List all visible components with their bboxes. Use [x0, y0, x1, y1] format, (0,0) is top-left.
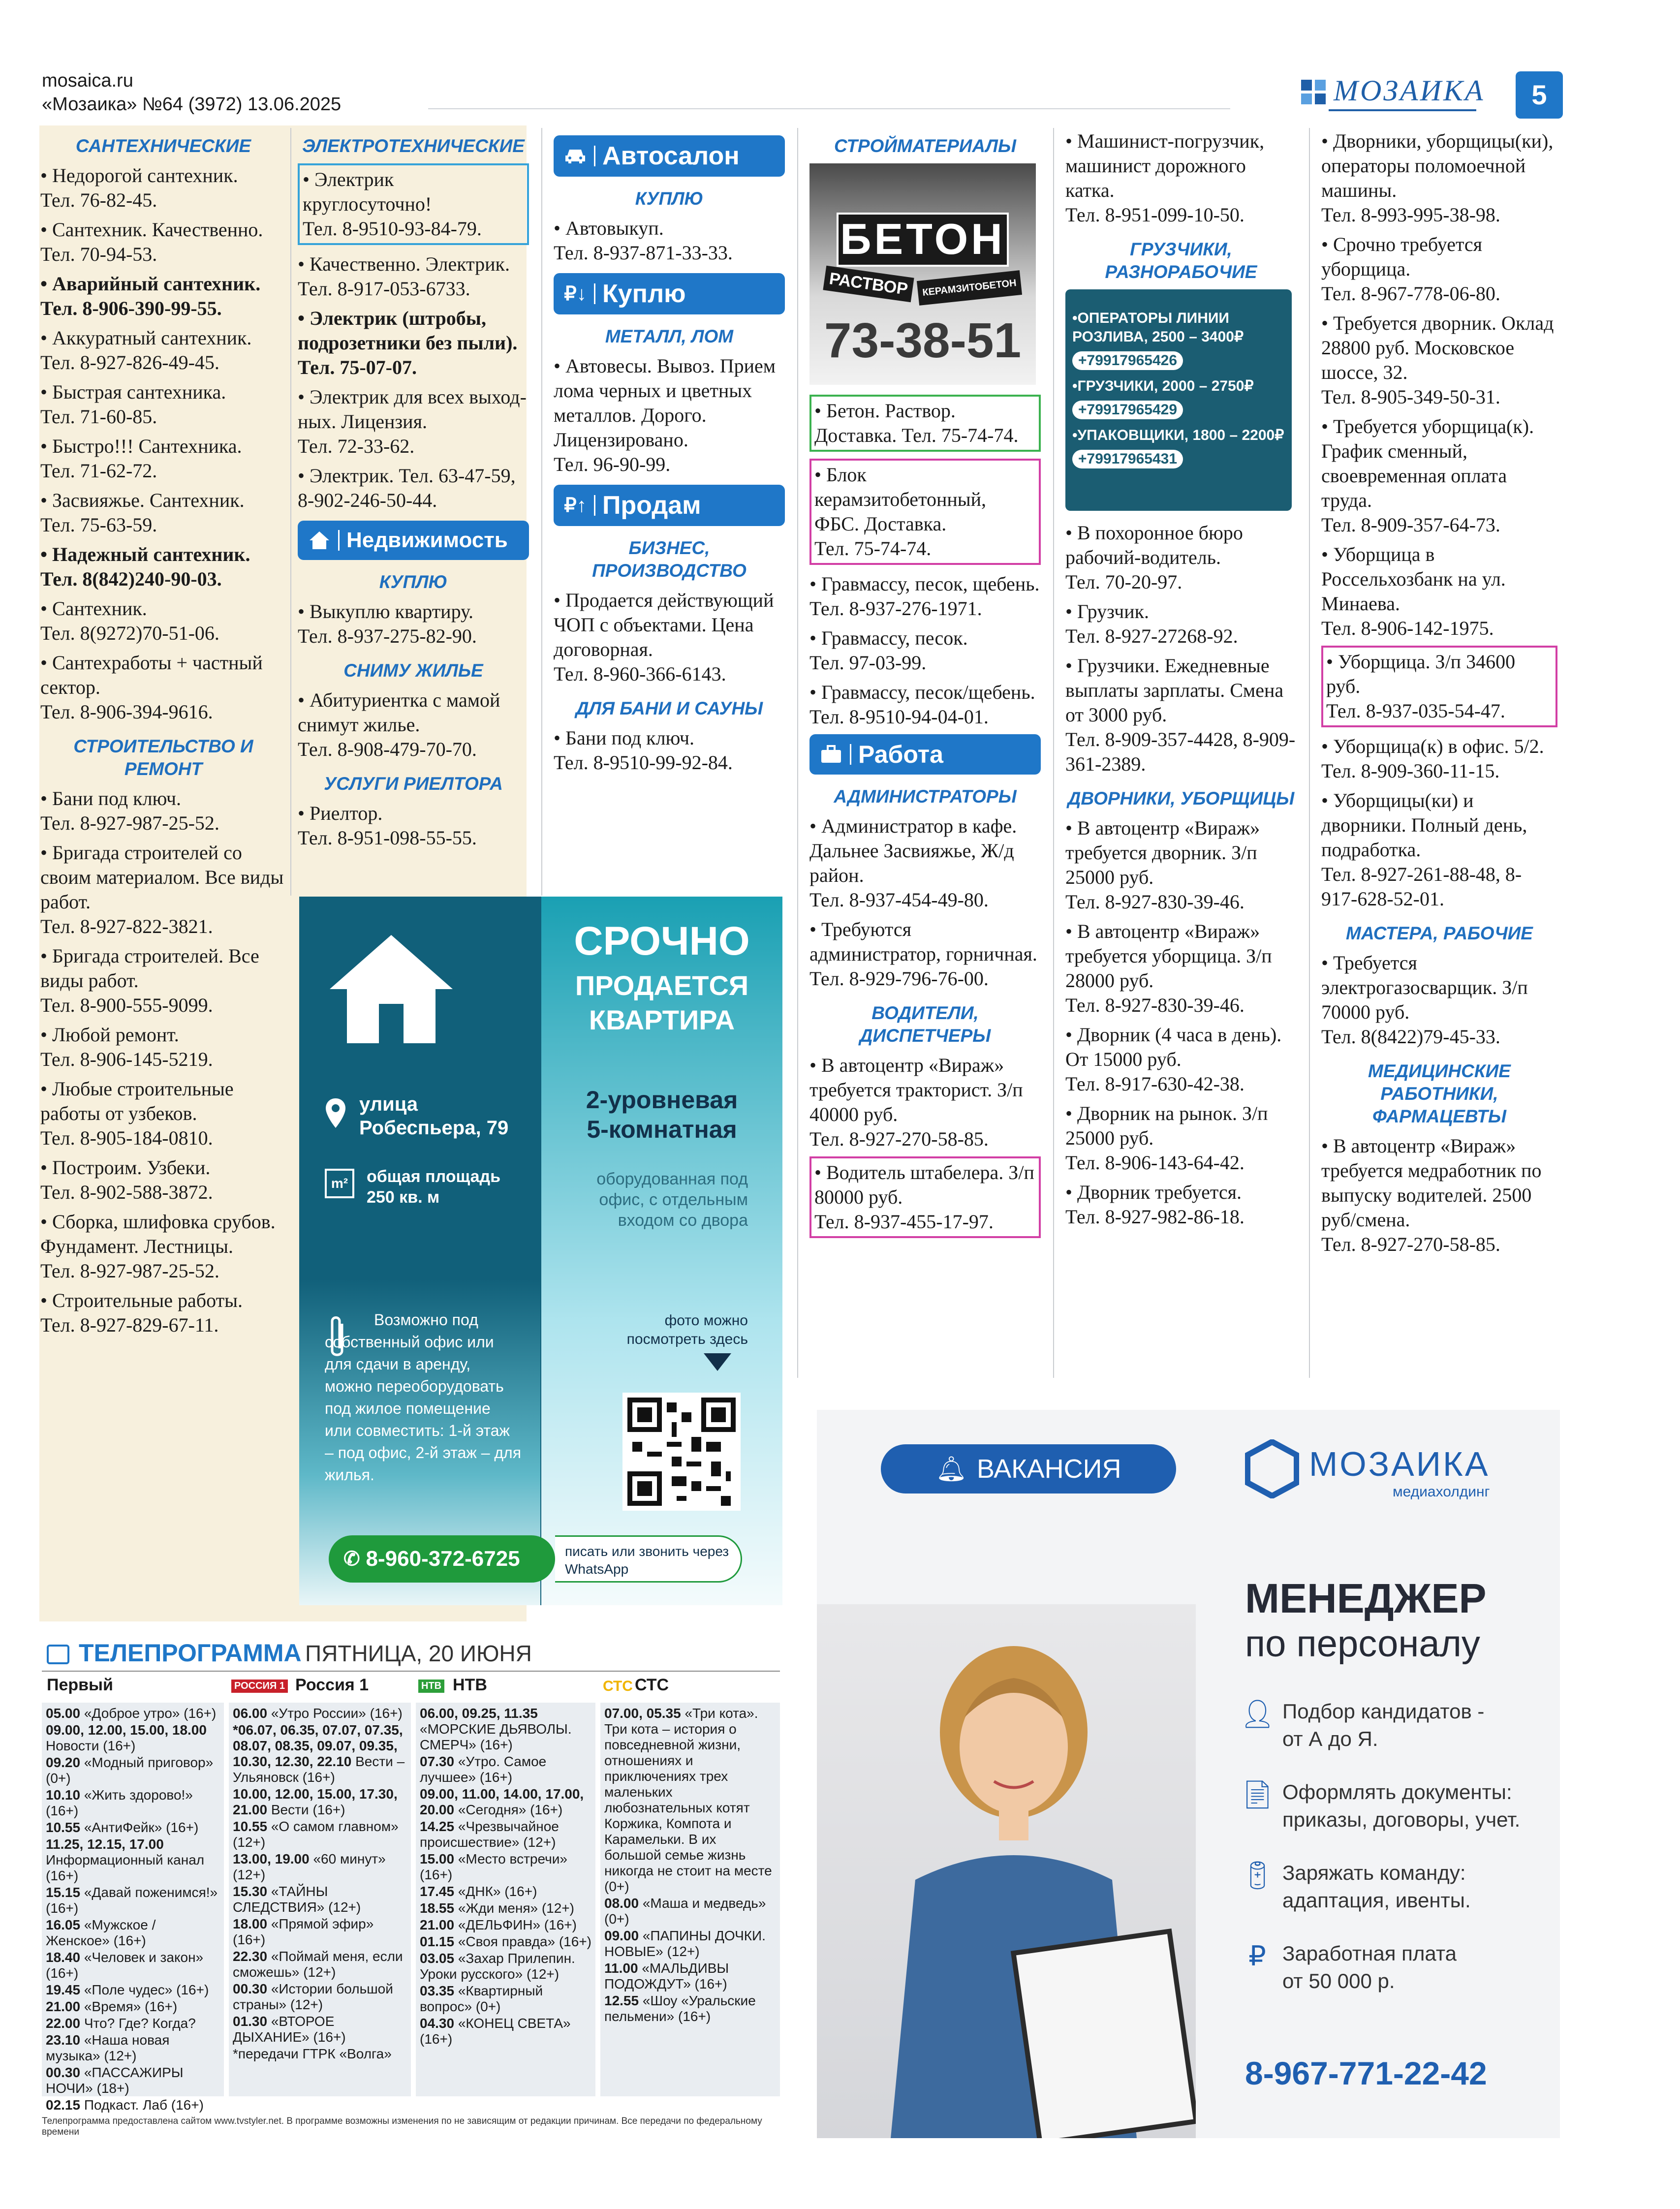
- realty-title-line3: КВАРТИРА: [589, 1004, 735, 1035]
- section-heading: БИЗНЕС, ПРОИЗВОДСТВО: [592, 538, 747, 581]
- tv-listing: 09.00, 12.00, 15.00, 18.00 Новости (16+): [46, 1722, 207, 1753]
- tv-listing: 11.25, 12.15, 17.00 Информационный канал (16+): [46, 1836, 205, 1883]
- battery-icon: 🔋︎: [1240, 1860, 1276, 1891]
- classified-ad: • Требуется электрогазосварщик. З/п 70000 руб. Тел. 8(8422)79-45-33.: [1321, 952, 1528, 1048]
- classified-ad: • Дворник (4 часа в день). От 15000 руб. Тел. 8-917-630-42-38.: [1065, 1024, 1282, 1095]
- section-heading: КУПЛЮ: [379, 572, 448, 592]
- tv-date: ПЯТНИЦА, 20 ИЮНЯ: [305, 1641, 532, 1666]
- classified-ad: • В автоцентр «Вираж» требуется тракторист. З/п 40000 руб. Тел. 8-927-270-58-85.: [809, 1054, 1023, 1150]
- job-offer-phone[interactable]: +79917965431: [1072, 450, 1183, 468]
- tv-listing: 06.00 «Утро России» (16+): [233, 1706, 403, 1721]
- classified-ad: • Дворник на рынок. З/п 25000 руб. Тел. 8-906-143-64-42.: [1065, 1102, 1268, 1174]
- channel-russia1: Россия 1: [295, 1676, 369, 1694]
- section-heading: СНИМУ ЖИЛЬЕ: [343, 660, 483, 681]
- classified-ad: • Сантехник. Качественно. Тел. 70-94-53.: [40, 218, 263, 265]
- classified-ad: • Автовесы. Вывоз. Прием лома черных и цветных металлов. Дорого. Лицензировано. Тел. 96-90-99.: [554, 355, 776, 475]
- bell-icon: 🔔︎: [935, 1455, 967, 1483]
- section-heading: ЭЛЕКТРОТЕХНИЧЕСКИЕ: [302, 136, 525, 156]
- classified-ad: • Требуется дворник. Оклад 28800 руб. Московское шоссе, 32. Тел. 8-905-349-50-31.: [1321, 312, 1554, 408]
- classified-ad: • Грузчик. Тел. 8-927-27268-92.: [1065, 600, 1238, 647]
- qr-code[interactable]: [622, 1393, 741, 1511]
- tv-listing: 18.40 «Человек и закон» (16+): [46, 1950, 204, 1981]
- tv-listing: 16.05 «Мужское / Женское» (16+): [46, 1917, 156, 1948]
- car-icon: [563, 146, 587, 166]
- tv-listing: 17.45 «ДНК» (16+): [420, 1884, 537, 1899]
- classified-ad: • Быстрая сантехника. Тел. 71-60-85.: [40, 381, 226, 428]
- section-heading: ДВОРНИКИ, УБОРЩИЦЫ: [1067, 788, 1295, 809]
- vacancy-subtitle: по персоналу: [1245, 1623, 1480, 1665]
- ruble-down-icon: ₽↓: [564, 283, 587, 305]
- classified-ad: • Бригада строителей со своим материалом. Все виды работ. Тел. 8-927-822-3821.: [40, 841, 284, 937]
- classified-ad: • Построим. Узбеки. Тел. 8-902-588-3872.: [40, 1156, 213, 1203]
- vacancy-point: 👤︎ Подбор кандидатов - от А до Я.: [1240, 1698, 1485, 1750]
- tv-listing: 03.35 «Квартирный вопрос» (0+): [420, 1983, 543, 2014]
- category-bar-buy: ₽↓ Куплю: [554, 273, 785, 314]
- tv-footer: Телепрограмма предоставлена сайтом www.tvstyler.net. В программе возможны изменения по не зависящим от редакции причинам. Все передачи по федеральному времени: [42, 2116, 762, 2137]
- classified-ad: • Надежный сантехник. Тел. 8(842)240-90-03.: [40, 543, 250, 590]
- tv-listing: 18.55 «Жди меня» (12+): [420, 1900, 574, 1916]
- classified-ad: • Строительные работы. Тел. 8-927-829-67-11.: [40, 1289, 243, 1336]
- tv-listing: 10.55 «О самом главном» (12+): [233, 1819, 399, 1850]
- whatsapp-icon: ✆: [343, 1548, 360, 1570]
- classified-ad: • Бани под ключ. Тел. 8-927-987-25-52.: [40, 787, 219, 834]
- classified-ad: • Срочно требуется уборщица. Тел. 8-967-778-06-80.: [1321, 233, 1500, 305]
- classified-ad: • Любой ремонт. Тел. 8-906-145-5219.: [40, 1024, 213, 1070]
- beton-sub: РАСТВОР: [823, 266, 914, 303]
- site-url: mosaica.ru: [42, 70, 133, 91]
- job-offer-phone[interactable]: +79917965426: [1072, 351, 1183, 370]
- job-offer-line: •ГРУЗЧИКИ, 2000 – 2750₽: [1072, 378, 1254, 394]
- realty-title-line2: ПРОДАЕТСЯ: [575, 970, 749, 1001]
- section-heading: АДМИНИСТРАТОРЫ: [834, 786, 1017, 807]
- tv-listing: 00.30 «ПАССАЖИРЫ НОЧИ» (18+): [46, 2065, 184, 2096]
- classified-ad: • Бани под ключ. Тел. 8-9510-99-92-84.: [554, 727, 733, 774]
- classified-ad: • Сантехработы + частный сектор. Тел. 8-906-394-9616.: [40, 652, 263, 723]
- job-offer-line: •УПАКОВЩИКИ, 1800 – 2200₽: [1072, 427, 1284, 443]
- header-rule: [428, 108, 1230, 109]
- classified-ad: • Абитуриентка с мамой снимут жилье. Тел. 8-908-479-70-70.: [298, 689, 500, 760]
- section-heading: МЕДИЦИНСКИЕ РАБОТНИКИ, ФАРМАЦЕВТЫ: [1368, 1061, 1511, 1126]
- tv-listing: 11.00 «МАЛЬДИВЫ ПОДОЖДУТ» (16+): [604, 1960, 729, 1991]
- tv-listing: 04.30 «КОНЕЦ СВЕТА» (16+): [420, 2016, 571, 2047]
- mozaika-hexagon-icon: [1245, 1439, 1299, 1501]
- company-name: МОЗАИКА: [1309, 1445, 1490, 1483]
- classified-ad: • Требуется уборщица(к). График сменный, своевременная оплата труда. Тел. 8-909-357-64-73.: [1321, 415, 1534, 536]
- column-electric-realty: [298, 129, 529, 855]
- section-heading: ВОДИТЕЛИ, ДИСПЕТЧЕРЫ: [859, 1003, 991, 1046]
- tv-listing: 15.15 «Давай поженимся!» (16+): [46, 1885, 218, 1916]
- column-divider: [797, 128, 798, 1378]
- classified-ad: • Засвияжье. Сантехник. Тел. 75-63-59.: [40, 489, 245, 536]
- tv-listing: 15.00 «Место встречи» (16+): [420, 1851, 567, 1882]
- tv-icon: [47, 1645, 69, 1664]
- vacancy-title: МЕНЕДЖЕР: [1245, 1575, 1487, 1621]
- tv-listing: 13.00, 19.00 «60 минут» (12+): [233, 1851, 386, 1882]
- tv-listing: 08.00 «Маша и медведь» (0+): [604, 1896, 766, 1927]
- realty-rooms: 5-комнатная: [587, 1116, 737, 1143]
- classified-ad: • В похоронное бюро рабочий-водитель. Тел. 70-20-97.: [1065, 522, 1243, 593]
- channel-sts: СТС: [635, 1676, 669, 1694]
- tv-listing: 09.20 «Модный приговор» (0+): [46, 1755, 214, 1786]
- vacancy-point: 📄︎ Оформлять документы: приказы, договоры, учет.: [1240, 1779, 1521, 1831]
- classified-ad: • Требуются администратор, горничная. Тел. 8-929-796-76-00.: [809, 918, 1037, 990]
- tv-listing: 06.00, 09.25, 11.35 «МОРСКИЕ ДЬЯВОЛЫ. СМЕРЧ» (16+): [420, 1706, 572, 1752]
- ruble-up-icon: ₽↑: [564, 495, 587, 516]
- classified-ad: • Недорогой сантехник. Тел. 76-82-45.: [40, 164, 238, 211]
- classified-ad: • Дворник требуется. Тел. 8-927-982-86-18.: [1065, 1181, 1244, 1228]
- tv-listing: 05.00 «Доброе утро» (16+): [46, 1706, 217, 1721]
- realty-details-text: Возможно под собственный офис или для сдачи в аренду, можно переоборудовать под жилое помещение или совместить: 1-й этаж – под офис, 2-й этаж – для жилья.: [325, 1311, 522, 1484]
- tv-listing: 10.10 «Жить здорово!» (16+): [46, 1787, 193, 1818]
- highlighted-ad: • Бетон. Раствор. Доставка. Тел. 75-74-74.: [809, 395, 1041, 452]
- arrow-down-icon: [704, 1353, 731, 1371]
- realty-area-value: 250 кв. м: [367, 1188, 440, 1207]
- realty-title: СРОЧНО: [574, 919, 750, 964]
- tv-listing: 15.30 «ТАЙНЫ СЛЕДСТВИЯ» (12+): [233, 1884, 361, 1915]
- vacancy-badge: 🔔︎ ВАКАНСИЯ: [881, 1444, 1176, 1493]
- classified-ad: • Гравмассу, песок. Тел. 97-03-99.: [809, 627, 968, 674]
- category-bar-autosalon: Автосалон: [554, 135, 785, 177]
- house-icon: [308, 530, 331, 550]
- whatsapp-note: писать или звонить через WhatsApp: [555, 1535, 742, 1583]
- category-bar-work: Работа: [809, 734, 1041, 775]
- classified-ad: • Электрик. Тел. 63-47-59, 8-902-246-50-44.: [298, 465, 516, 511]
- logo-mark-icon: [1299, 78, 1329, 107]
- category-bar-realty: Недвижимость: [298, 521, 529, 560]
- tv-listing: 07.00, 05.35 «Три кота». Три кота – история о повседневной жизни, отношениях и приключениях трех маленьких любознательных котят Коржика, Компота и Карамельки. В их большой семье жизнь никогда не стоит на месте (0+): [604, 1706, 772, 1894]
- column-divider: [541, 128, 542, 896]
- channel-logo-ntv: НТВ: [418, 1680, 444, 1693]
- classified-ad: • В автоцентр «Вираж» требуется медработник по выпуску водителей. 2500 руб/смена. Тел. 8-927-270-58-85.: [1321, 1135, 1542, 1255]
- job-offer-line: •ОПЕРАТОРЫ ЛИНИИ РОЗЛИВА, 2500 – 3400₽: [1072, 310, 1244, 345]
- classified-ad: • Гравмассу, песок/щебень. Тел. 8-9510-94-04-01.: [809, 681, 1035, 728]
- column-cleaners-masters-medical: [1321, 129, 1557, 1262]
- channel-ntv: НТВ: [453, 1676, 487, 1694]
- job-offer-phone[interactable]: +79917965429: [1072, 401, 1183, 419]
- section-heading: СТРОЙМАТЕРИАЛЫ: [834, 136, 1016, 156]
- classified-ad: • Грузчики. Ежедневные выплаты зарплаты. Смена от 3000 руб. Тел. 8-909-357-4428, 8-909-361-2389.: [1065, 654, 1296, 775]
- highlighted-ad: • Водитель штабелера. З/п 80000 руб. Тел. 8-937-455-17-97.: [809, 1156, 1041, 1238]
- tv-listing: *передачи ГТРК «Волга»: [233, 2046, 392, 2061]
- beton-logo: БЕТОН: [837, 213, 1009, 267]
- tv-listing: 10.55 «АнтиФейк» (16+): [46, 1820, 199, 1835]
- person-icon: 👤︎: [1240, 1698, 1276, 1729]
- vacancy-point: ₽ Заработная плата от 50 000 р.: [1240, 1940, 1555, 1995]
- section-heading: ДЛЯ БАНИ И САУНЫ: [575, 698, 763, 718]
- channel-logo-russia: РОССИЯ 1: [231, 1680, 288, 1693]
- column-plumbing-construction: [40, 129, 286, 1342]
- money-hand-icon: ₽: [1248, 1940, 1266, 1971]
- channel-perviy: Первый: [47, 1676, 113, 1694]
- tv-listing: 01.30 «ВТОРОЕ ДЫХАНИЕ» (16+): [233, 2014, 346, 2045]
- classified-ad: • Дворники, уборщицы(ки), операторы поломоечной машины. Тел. 8-993-995-38-98.: [1321, 130, 1554, 226]
- beton-phone: 73-38-51: [824, 313, 1022, 368]
- realty-area-label: общая площадь: [367, 1167, 501, 1186]
- highlighted-ad: • Блок керамзитобетонный, ФБС. Доставка. Тел. 75-74-74.: [809, 459, 1041, 565]
- beton-sub2: КЕРАМЗИТОБЕТОН: [917, 270, 1022, 306]
- highlighted-ad: • Уборщица. З/п 34600 руб. Тел. 8-937-035-54-47.: [1321, 646, 1557, 727]
- classified-ad: • Бригада строителей. Все виды работ. Тел. 8-900-555-9099.: [40, 945, 259, 1016]
- tv-listing: 21.00 «Время» (16+): [46, 1999, 178, 2014]
- tv-schedule-sts: [600, 1703, 780, 2096]
- column-divider: [290, 128, 291, 896]
- tv-schedule-russia1: [229, 1703, 411, 2096]
- classified-ad: • Аварийный сантехник. Тел. 8-906-390-99-55.: [40, 273, 261, 319]
- tv-listing: 21.00 «ДЕЛЬФИН» (16+): [420, 1917, 577, 1932]
- company-subtitle: медиахолдинг: [1393, 1484, 1490, 1500]
- page-number: 5: [1516, 71, 1563, 119]
- classified-ad: • Машинист-погрузчик, машинист дорожного катка. Тел. 8-951-099-10-50.: [1065, 130, 1265, 226]
- classified-ad: • Электрик для всех выход-ных. Лицензия. Тел. 72-33-62.: [298, 386, 527, 457]
- person-photo: [817, 1604, 1196, 2138]
- channel-logo-sts: СТС: [603, 1678, 633, 1694]
- beton-ad: [809, 163, 1036, 385]
- logo-underline: [1329, 109, 1476, 111]
- classified-ad: • Сборка, шлифовка срубов. Фундамент. Лестницы. Тел. 8-927-987-25-52.: [40, 1211, 276, 1282]
- tv-listing: 14.25 «Чрезвычайное происшествие» (12+): [420, 1819, 559, 1850]
- column-auto: [554, 135, 785, 780]
- classified-ad: • В автоцентр «Вираж» требуется дворник. З/п 25000 руб. Тел. 8-927-830-39-46.: [1065, 817, 1260, 913]
- section-heading: МАСТЕРА, РАБОЧИЕ: [1346, 923, 1533, 943]
- tv-listing: 09.00 «ПАПИНЫ ДОЧКИ. НОВЫЕ» (12+): [604, 1928, 766, 1959]
- classified-ad: • Гравмассу, песок, щебень. Тел. 8-937-276-1971.: [809, 573, 1040, 620]
- tv-listing: 23.10 «Наша новая музыка» (12+): [46, 2032, 170, 2063]
- section-heading: УСЛУГИ РИЕЛТОРА: [324, 774, 503, 794]
- column-materials-work: [809, 129, 1041, 1245]
- document-icon: 📄︎: [1240, 1779, 1276, 1810]
- realty-description: оборудованная под офис, с отдельным входом со двора: [596, 1170, 748, 1230]
- area-icon: m²: [325, 1169, 354, 1198]
- tv-listing: 09.00, 11.00, 14.00, 17.00, 20.00 «Сегодня» (16+): [420, 1786, 584, 1817]
- tv-schedule-ntv: [416, 1703, 595, 2096]
- tv-listing: 03.05 «Захар Прилепин. Уроки русского» (12+): [420, 1951, 575, 1982]
- column-divider: [1309, 128, 1310, 1378]
- classified-ad: • Уборщица(к) в офис. 5/2. Тел. 8-909-360-11-15.: [1321, 735, 1544, 782]
- realty-photo-note: фото можно посмотреть здесь: [626, 1312, 748, 1347]
- classified-ad: • Уборщица в Россельхозбанк на ул. Минаева. Тел. 8-906-142-1975.: [1321, 543, 1506, 639]
- tv-listing: 19.45 «Поле чудес» (16+): [46, 1982, 209, 1997]
- tv-title: ТЕЛЕПРОГРАММА: [79, 1639, 302, 1667]
- highlighted-ad: • Электрик круглосуточно! Тел. 8-9510-93-84-79.: [298, 163, 529, 245]
- vacancy-points: [1240, 1698, 1555, 2021]
- tv-listing: *06.07, 06.35, 07.07, 07.35, 08.07, 08.35, 09.07, 09.35, 10.30, 12.30, 22.10 Вести – Ульяновск (16+): [233, 1722, 405, 1785]
- column-divider: [1053, 128, 1054, 1378]
- loaders-ad: [1065, 289, 1292, 511]
- realty-type: 2-уровневая: [586, 1086, 738, 1114]
- classified-ad: • Уборщицы(ки) и дворники. Полный день, подработка. Тел. 8-927-261-88-48, 8-917-628-52-01.: [1321, 789, 1527, 910]
- house-icon: [325, 930, 458, 1051]
- section-heading: САНТЕХНИЧЕСКИЕ: [75, 136, 251, 156]
- classified-ad: • Автовыкуп. Тел. 8-937-871-33-33.: [554, 217, 733, 264]
- section-heading: СТРОИТЕЛЬСТВО И РЕМОНТ: [73, 736, 253, 779]
- tv-rule: [42, 1671, 780, 1672]
- location-pin-icon: [325, 1097, 346, 1131]
- classified-ad: • Выкуплю квартиру. Тел. 8-937-275-82-90.: [298, 600, 477, 647]
- classified-ad: • Аккуратный сантехник. Тел. 8-927-826-49-45.: [40, 327, 252, 373]
- realty-street: улица: [359, 1093, 418, 1115]
- tv-listing: 22.30 «Поймай меня, если сможешь» (12+): [233, 1949, 403, 1980]
- issue-info: «Мозаика» №64 (3972) 13.06.2025: [42, 94, 342, 115]
- briefcase-icon: [819, 745, 843, 764]
- classified-ad: • В автоцентр «Вираж» требуется уборщица. З/п 28000 руб. Тел. 8-927-830-39-46.: [1065, 920, 1272, 1016]
- classified-ad: • Быстро!!! Сантехника. Тел. 71-62-72.: [40, 435, 242, 482]
- tv-listing: 02.15 Подкаст. Лаб (16+): [46, 2097, 204, 2113]
- section-heading: КУПЛЮ: [635, 188, 704, 209]
- newspaper-logo: МОЗАИКА: [1334, 74, 1485, 107]
- classified-ad: • Сантехник. Тел. 8(9272)70-51-06.: [40, 597, 219, 644]
- section-heading: ГРУЗЧИКИ, РАЗНОРАБОЧИЕ: [1105, 239, 1257, 282]
- column-loaders-cleaners: [1065, 129, 1297, 1234]
- whatsapp-phone-button[interactable]: ✆ 8-960-372-6725: [329, 1535, 555, 1583]
- tv-listing: 18.00 «Прямой эфир» (16+): [233, 1916, 374, 1947]
- vacancy-point: 🔋︎ Заряжать команду: адаптация, ивенты.: [1240, 1860, 1471, 1912]
- tv-listing: 22.00 Что? Где? Когда?: [46, 2016, 196, 2031]
- tv-listing: 12.55 «Шоу «Уральские пельмени» (16+): [604, 1993, 756, 2024]
- section-heading: МЕТАЛЛ, ЛОМ: [605, 326, 734, 346]
- tv-listing: 10.00, 12.00, 15.00, 17.30, 21.00 Вести (16+): [233, 1786, 398, 1817]
- classified-ad: • Любые строительные работы от узбеков. Тел. 8-905-184-0810.: [40, 1078, 234, 1149]
- tv-listing: 00.30 «Истории большой страны» (12+): [233, 1981, 393, 2012]
- tv-listing: 07.30 «Утро. Самое лучшее» (16+): [420, 1754, 547, 1785]
- category-bar-sell: ₽↑ Продам: [554, 485, 785, 526]
- vacancy-phone[interactable]: 8-967-771-22-42: [1245, 2055, 1487, 2091]
- classified-ad: • Продается действующий ЧОП с объектами. Цена договорная. Тел. 8-960-366-6143.: [554, 589, 774, 685]
- classified-ad: • Качественно. Электрик. Тел. 8-917-053-6733.: [298, 253, 510, 300]
- classified-ad: • Риелтор. Тел. 8-951-098-55-55.: [298, 802, 477, 849]
- tv-listing: 01.15 «Своя правда» (16+): [420, 1934, 591, 1949]
- classified-ad: • Администратор в кафе. Дальнее Засвияжье, Ж/д район. Тел. 8-937-454-49-80.: [809, 815, 1017, 911]
- tv-schedule-perviy: [42, 1703, 224, 2113]
- realty-street-name: Робеспьера, 79: [359, 1117, 509, 1139]
- classified-ad: • Электрик (штробы, подрозетники без пыли). Тел. 75-07-07.: [298, 307, 518, 378]
